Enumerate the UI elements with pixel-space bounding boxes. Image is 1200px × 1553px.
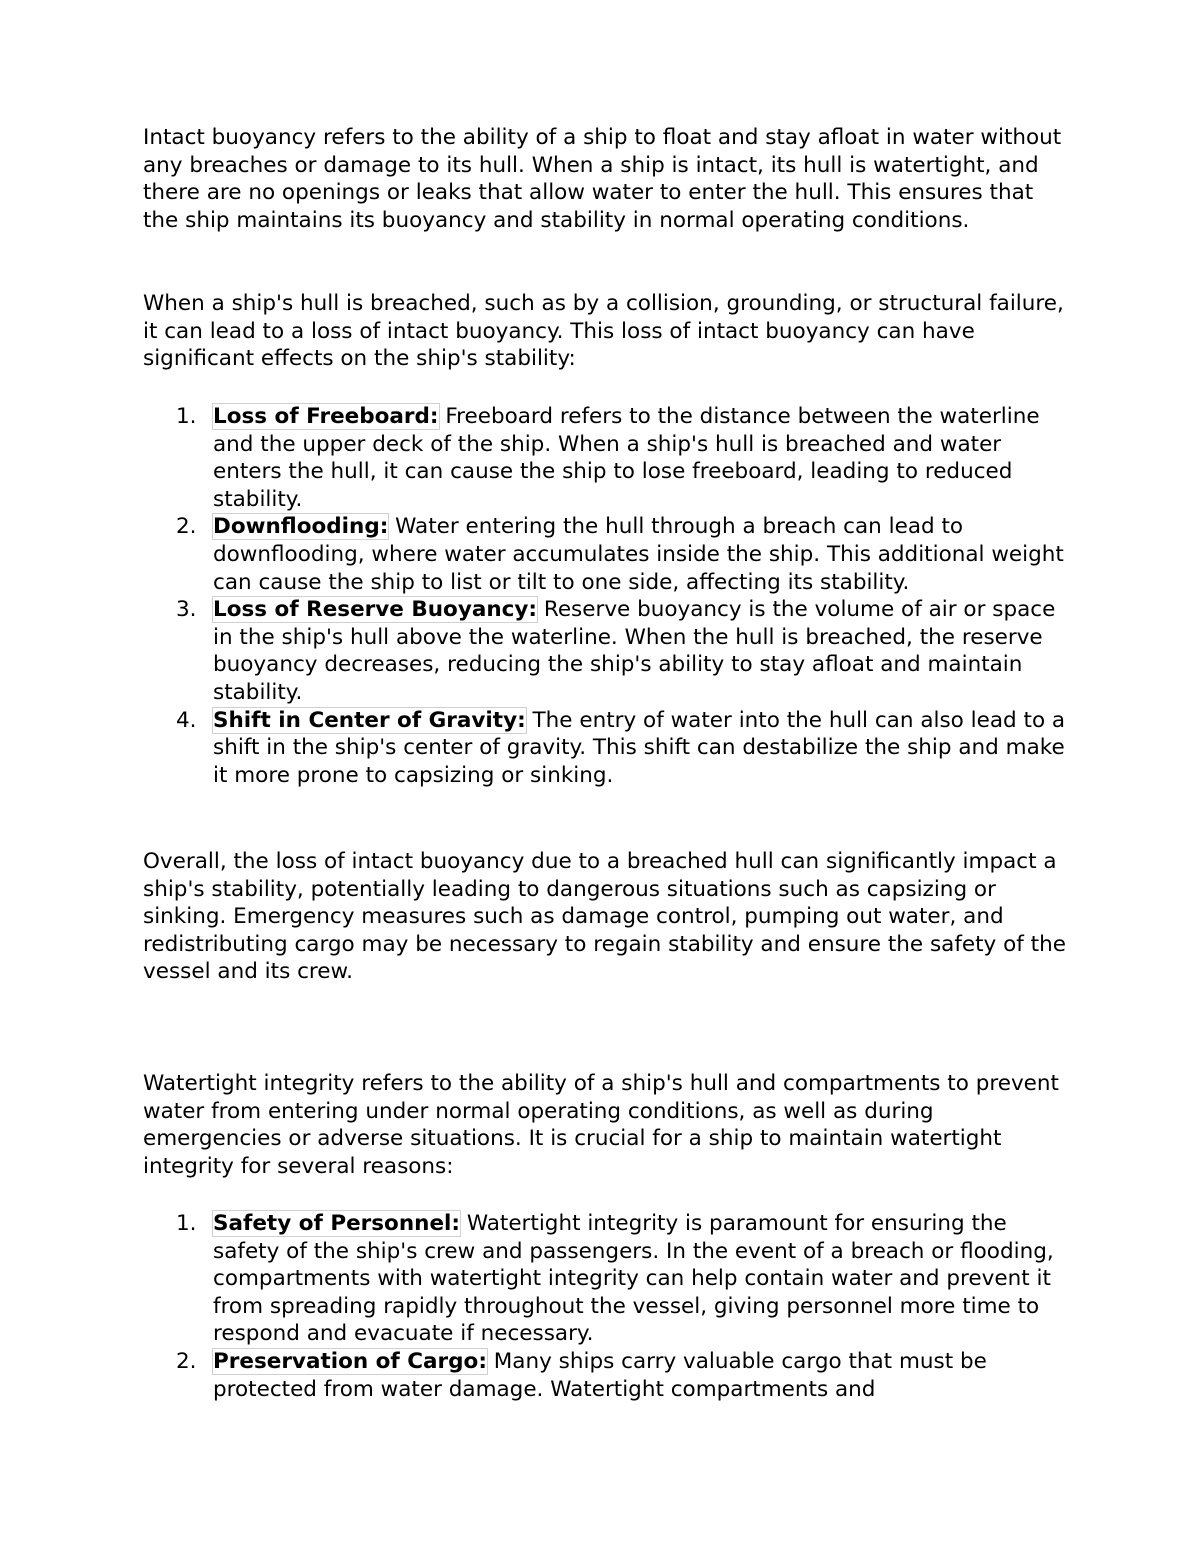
list-text: Water entering the hull through a breach can lead to downflooding, where water accumulates inside the ship. This additional weight can cause the ship to list or tilt to one side, affecting its stability. (213, 514, 1064, 595)
list-number: 1. (176, 404, 197, 429)
list-number: 1. (176, 1211, 197, 1236)
breach-lead-paragraph: When a ship's hull is breached, such as by a collision, grounding, or structural failure, it can lead to a loss of intact buoyancy. This loss of intact buoyancy can have significant effects on the ship's stability: (143, 291, 1064, 372)
list-text: Many ships carry valuable cargo that must be protected from water damage. Watertight compartments and (213, 1348, 987, 1402)
list-text: The entry of water into the hull can also lead to a shift in the ship's center of gravity. This shift can destabilize the ship and make it more prone to capsizing or sinking. (213, 707, 1066, 788)
list-term: Loss of Freeboard: (213, 404, 439, 429)
list-item (143, 513, 1073, 596)
list-item (143, 403, 1073, 513)
list-item (143, 596, 1073, 706)
list-text: Freeboard refers to the distance between the waterline and the upper deck of the ship. When a ship's hull is breached and water enters the hull, it can cause the ship to lose freeboard, leading to reduced stability. (213, 404, 1040, 512)
intact-buoyancy-intro-paragraph: Intact buoyancy refers to the ability of a ship to float and stay afloat in water without any breaches or damage to its hull. When a ship is intact, its hull is watertight, and there are no openings or leaks that allow water to enter the hull. This ensures that the ship maintains its buoyancy and stability in normal operating conditions. (143, 125, 1062, 233)
list-number: 4. (176, 707, 197, 733)
list-item (143, 707, 1073, 790)
list-item (143, 1210, 1073, 1348)
stability-effects-list (143, 403, 1073, 789)
list-number: 2. (176, 1348, 197, 1374)
list-term: Downflooding: (213, 514, 389, 540)
list-item (143, 1348, 1073, 1403)
list-term: Shift in Center of Gravity: (213, 707, 526, 733)
list-term: Loss of Reserve Buoyancy: (213, 597, 538, 623)
list-text: Reserve buoyancy is the volume of air or space in the ship's hull above the waterline. When the hull is breached, the reserve buoyancy decreases, reducing the ship's ability to stay afloat and maintain stability. (213, 597, 1056, 705)
list-term: Preservation of Cargo: (213, 1348, 487, 1374)
list-number: 2. (176, 514, 197, 540)
watertight-reasons-list (143, 1210, 1073, 1403)
list-number: 3. (176, 597, 197, 623)
conclusion-paragraph: Overall, the loss of intact buoyancy due to a breached hull can significantly impact a ship's stability, potentially leading to dangerous situations such as capsizing or sinking. Emergency measures such as damage control, pumping out water, and redistributing cargo may be necessary to regain stability and ensure the safety of the vessel and its crew. (143, 849, 1066, 985)
list-term: Safety of Personnel: (213, 1211, 460, 1236)
watertight-integrity-intro-paragraph: Watertight integrity refers to the ability of a ship's hull and compartments to prevent water from entering under normal operating conditions, as well as during emergencies or adverse situations. It is crucial for a ship to maintain watertight integrity for several reasons: (143, 1071, 1059, 1179)
list-text: Watertight integrity is paramount for ensuring the safety of the ship's crew and passengers. In the event of a breach or flooding, compartments with watertight integrity can help contain water and prevent it from spreading rapidly throughout the vessel, giving personnel more time to respond and evacuate if necessary. (213, 1211, 1054, 1347)
